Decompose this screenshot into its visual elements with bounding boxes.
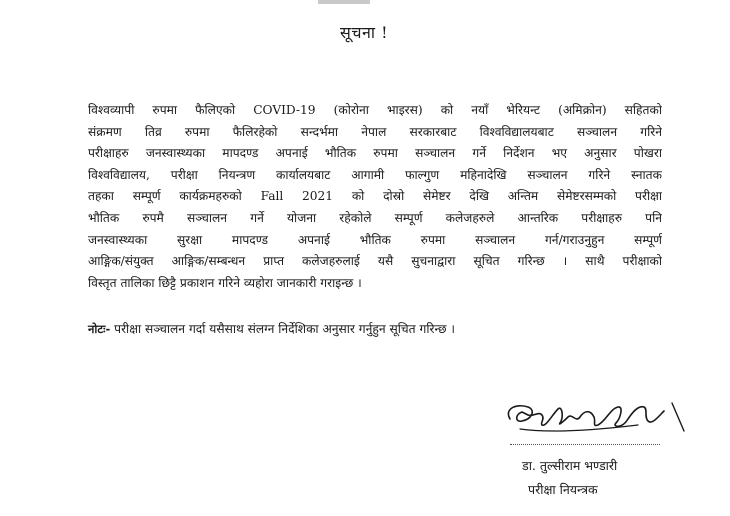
signatory-title: परीक्षा नियन्त्रक bbox=[528, 482, 598, 497]
page-top-mark bbox=[318, 0, 370, 4]
signature-line bbox=[510, 444, 660, 445]
notice-title: सूचना ! bbox=[340, 23, 389, 42]
body-line-1: विश्वव्यापी रुपमा फैलिएको COVID-19 (कोरोना भाइरस) को नयाँ भेरियन्ट (अमिक्रोन) सहितको bbox=[88, 103, 662, 117]
handwritten-signature bbox=[498, 395, 690, 441]
body-line-7: जनस्वास्थ्यका सुरक्षा मापदण्ड अपनाई भौतिक रुपमा सञ्चालन गर्न/गराउनुहुन सम्पूर्ण bbox=[88, 232, 662, 247]
note-label: नोटः- bbox=[88, 322, 111, 336]
body-line-8: आङ्गिक/संयुक्त आङ्गिक/सम्बन्धन प्राप्त कलेजहरुलाई यसै सुचनाद्वारा सूचित गरिन्छ । साथै परीक्षाको bbox=[88, 254, 662, 269]
notice-body bbox=[88, 100, 662, 294]
body-line-4: विश्वविद्यालय, परीक्षा नियन्त्रण कार्यालयबाट आगामी फाल्गुण महिनादेखि सञ्चालन गरिने स्नातक bbox=[88, 167, 662, 182]
note-text: परीक्षा सञ्चालन गर्दा यसैसाथ संलग्न निर्देशिका अनुसार गर्नुहुन सूचित गरिन्छ । bbox=[114, 322, 456, 336]
body-line-5: तहका सम्पूर्ण कार्यक्रमहरुको Fall 2021 को दोस्रो सेमेष्टर देखि अन्तिम सेमेष्टरसम्मको परीक्षा bbox=[88, 189, 662, 204]
body-line-6: भौतिक रुपमै सञ्चालन गर्ने योजना रहेकोले सम्पूर्ण कलेजहरुले आन्तरिक परीक्षाहरु पनि bbox=[88, 210, 662, 225]
note-section bbox=[88, 320, 455, 337]
body-line-2: संक्रमण तिव्र रुपमा फैलिरहेको सन्दर्भमा नेपाल सरकारबाट विश्वविद्यालयबाट सञ्चालन गरिने bbox=[88, 124, 662, 139]
body-line-9: विस्तृत तालिका छिट्टै प्रकाशन गरिने व्यहोरा जानकारी गराइन्छ । bbox=[88, 275, 362, 290]
body-line-3: परीक्षाहरु जनस्वास्थ्यका मापदण्ड अपनाई भौतिक रुपमा सञ्चालन गर्ने निर्देशन भए अनुसार पोखरा bbox=[88, 146, 662, 161]
signatory-name: डा. तुल्सीराम भण्डारी bbox=[522, 458, 618, 473]
